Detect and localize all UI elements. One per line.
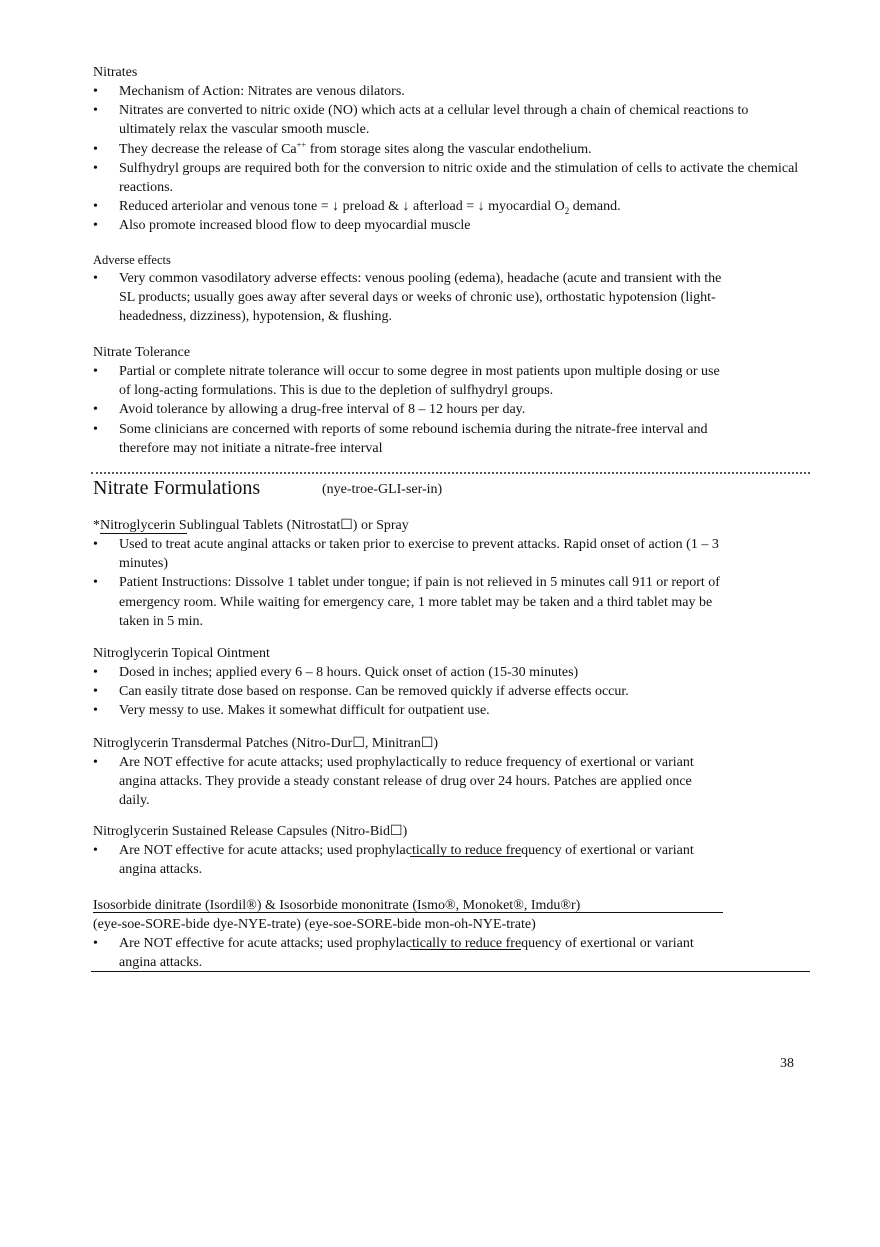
nitrate-tolerance-bullet-list xyxy=(93,362,823,458)
heading-underline-rule xyxy=(93,912,723,913)
list-item: • They decrease the release of Ca++ from storage sites along the vascular endothelium. xyxy=(93,140,823,159)
list-item: • Nitrates are converted to nitric oxide (NO) which acts at a cellular level through a chain of chemical reactions to ultimately relax the vascular smooth muscle. xyxy=(93,101,823,139)
sublingual-bullet-list xyxy=(93,535,823,631)
list-item: • Some clinicians are concerned with reports of some rebound ischemia during the nitrate-free interval and therefore may not initiate a nitrate-free interval xyxy=(93,420,723,458)
nitrate-tolerance-section xyxy=(93,343,823,458)
topical-ointment-bullet-list xyxy=(93,663,823,721)
list-item: • Dosed in inches; applied every 6 – 8 hours. Quick onset of action (15-30 minutes) xyxy=(93,663,823,682)
transdermal-heading: Nitroglycerin Transdermal Patches (Nitro-Dur☐, Minitran☐) xyxy=(93,736,439,751)
sublingual-heading: *Nitroglycerin Sublingual Tablets (Nitrostat☐) or Spray xyxy=(93,518,409,533)
underline-rule xyxy=(410,856,521,857)
list-item: • Avoid tolerance by allowing a drug-free interval of 8 – 12 hours per day. xyxy=(93,400,723,419)
list-item: • Reduced arteriolar and venous tone = ↓ preload & ↓ afterload = ↓ myocardial $O_2$ demand. xyxy=(93,197,823,216)
isosorbide-bullet-list xyxy=(93,934,823,972)
adverse-effects-heading: Adverse effects xyxy=(93,253,171,267)
page-number: 38 xyxy=(780,1056,794,1071)
topical-ointment-heading: Nitroglycerin Topical Ointment xyxy=(93,646,270,661)
isosorbide-pronunciation: (eye-soe-SORE-bide dye-NYE-trate) (eye-soe-SORE-bide mon-oh-NYE-trate) xyxy=(93,917,536,932)
transdermal-section xyxy=(93,734,823,811)
sublingual-section xyxy=(93,516,823,631)
nitrate-formulations-title: Nitrate Formulations xyxy=(93,477,261,499)
nitrates-heading: Nitrates xyxy=(93,65,138,80)
bottom-rule xyxy=(91,971,810,972)
list-item: • Sulfhydryl groups are required both for the conversion to nitric oxide and the stimulation of cells to activate the chemical reactions. xyxy=(93,159,823,197)
list-item: • Patient Instructions: Dissolve 1 tablet under tongue; if pain is not relieved in 5 minutes call 911 or report of emergency room. While waiting for emergency care, 1 more tablet may be taken and a third tablet may be taken in 5 min. xyxy=(93,573,743,631)
adverse-effects-section xyxy=(93,251,823,327)
topical-ointment-section xyxy=(93,644,823,721)
list-item: • Are NOT effective for acute attacks; used prophylactically to reduce frequency of exertional or variant angina attacks. xyxy=(93,934,723,972)
sustained-release-heading: Nitroglycerin Sustained Release Capsules (Nitro-Bid☐) xyxy=(93,824,408,839)
list-item: • Are NOT effective for acute attacks; used prophylactically to reduce frequency of exertional or variant angina attacks. xyxy=(93,841,723,879)
adverse-effects-bullet-list xyxy=(93,269,823,327)
list-item: • Very common vasodilatory adverse effects: venous pooling (edema), headache (acute and transient with the SL products; usually goes away after several days or weeks of chronic use), orthostatic hypotension (light-headedness, dizziness), hypotension, & flushing. xyxy=(93,269,723,327)
isosorbide-heading: Isosorbide dinitrate (Isordil®) & Isosorbide mononitrate (Ismo®, Monoket®, Imdu®r) xyxy=(93,898,581,913)
nitrate-tolerance-heading: Nitrate Tolerance xyxy=(93,345,191,360)
list-item: • Very messy to use. Makes it somewhat difficult for outpatient use. xyxy=(93,701,823,720)
nitrates-section xyxy=(93,63,823,236)
sustained-release-bullet-list xyxy=(93,841,823,879)
list-item: • Are NOT effective for acute attacks; used prophylactically to reduce frequency of exertional or variant angina attacks. They provide a steady constant release of drug over 24 hours. Patches are applied once daily. xyxy=(93,753,723,811)
nitrates-bullet-list xyxy=(93,82,823,236)
list-item: • Mechanism of Action: Nitrates are venous dilators. xyxy=(93,82,823,101)
transdermal-bullet-list xyxy=(93,753,823,811)
section-divider xyxy=(91,472,810,474)
list-item: • Can easily titrate dose based on response. Can be removed quickly if adverse effects occur. xyxy=(93,682,823,701)
isosorbide-section xyxy=(93,896,823,972)
list-item: • Used to treat acute anginal attacks or taken prior to exercise to prevent attacks. Rapid onset of action (1 – 3 minutes) xyxy=(93,535,743,573)
underline-rule xyxy=(410,949,521,950)
sustained-release-section xyxy=(93,822,823,879)
list-item: • Partial or complete nitrate tolerance will occur to some degree in most patients upon multiple dosing or use of long-acting formulations. This is due to the depletion of sulfhydryl groups. xyxy=(93,362,723,400)
nitroglycerin-pronunciation: (nye-troe-GLI-ser-in) xyxy=(322,482,443,497)
list-item: • Also promote increased blood flow to deep myocardial muscle xyxy=(93,216,823,235)
